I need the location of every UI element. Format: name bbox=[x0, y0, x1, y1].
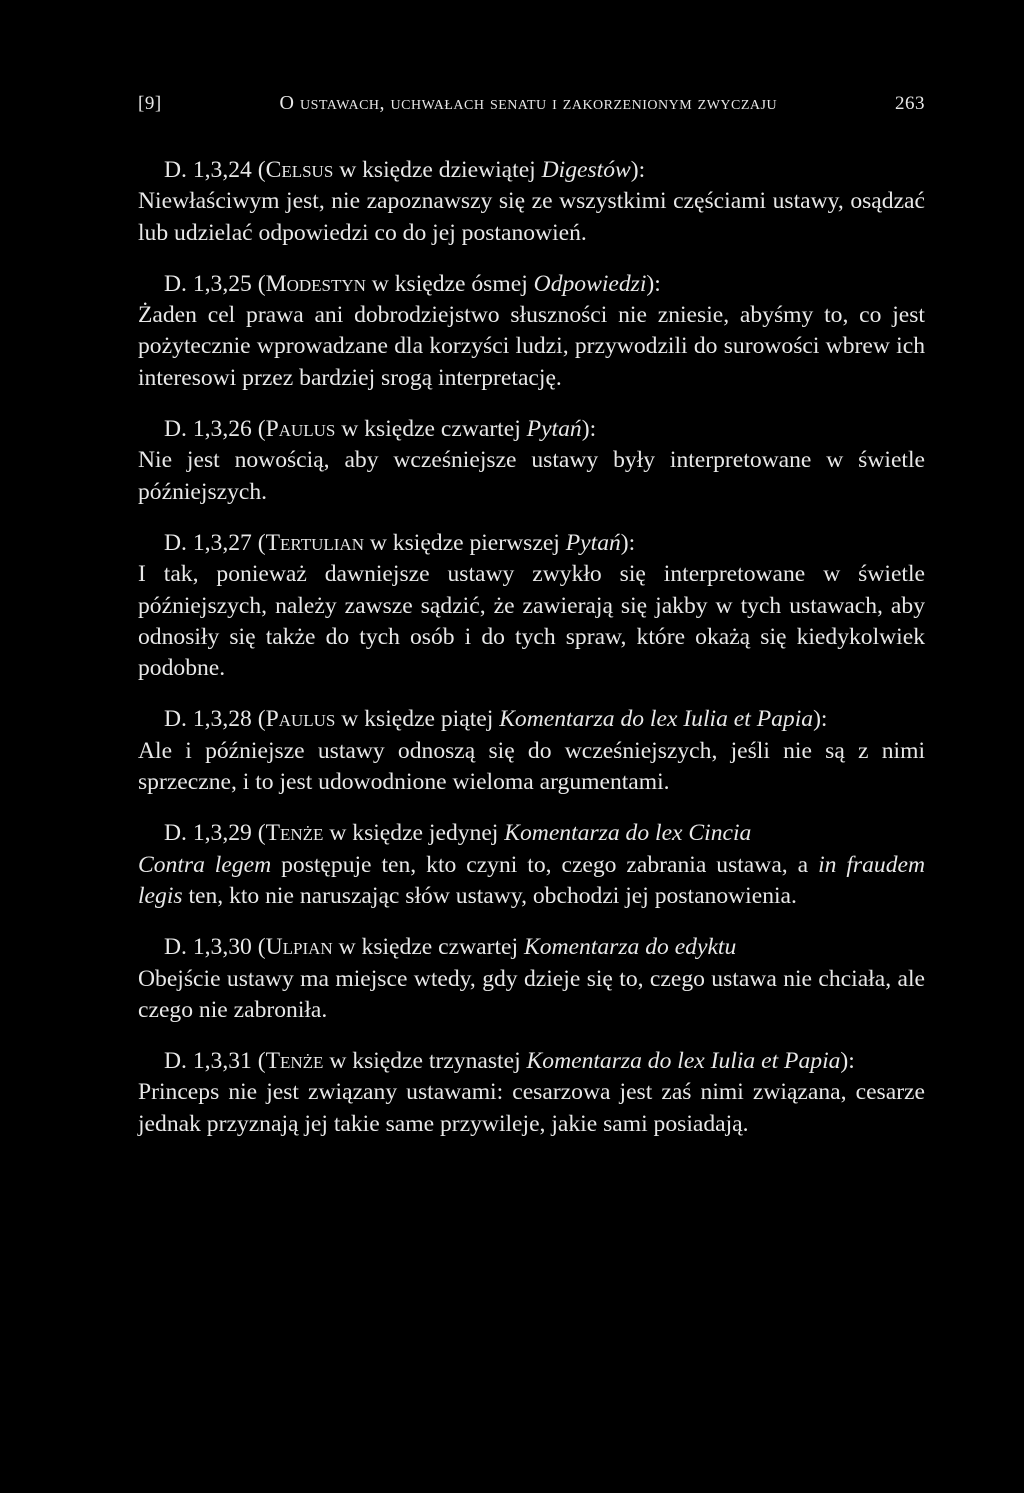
entry-text: Nie jest nowością, aby wcześniejsze ustawy były interpretowane w świetle późniejszych. bbox=[138, 447, 925, 505]
chapter-number: [9] bbox=[138, 93, 162, 114]
entry-author: Tertulian bbox=[265, 529, 364, 556]
entry-close: ): bbox=[581, 416, 597, 443]
entry-book: w księdze czwartej bbox=[332, 934, 524, 961]
entry-ref: D. 1,3,30 bbox=[164, 934, 252, 961]
entry-ref: D. 1,3,24 bbox=[164, 157, 252, 183]
digest-entry bbox=[138, 1046, 925, 1140]
entry-close: ): bbox=[620, 529, 636, 556]
entry-heading: D. 1,3,28 (Paulus w księdze piątej Komentarza do lex Iulia et Papia): bbox=[164, 706, 828, 733]
entry-text: Princeps nie jest związany ustawami: cesarzowa jest zaś nimi związana, cesarze jednak przyznają jej takie same przywileje, jakie sami posiadają. bbox=[138, 1079, 925, 1137]
entry-book: w księdze piątej bbox=[335, 706, 500, 733]
entry-author: Celsus bbox=[265, 157, 334, 183]
digest-entry bbox=[138, 818, 925, 912]
entry-heading: D. 1,3,30 (Ulpian w księdze czwartej Komentarza do edyktu bbox=[164, 934, 737, 961]
entry-text: Obejście ustawy ma miejsce wtedy, gdy dzieje się to, czego ustawa nie chciała, ale czego nie zabroniła. bbox=[138, 965, 925, 1023]
digest-entry bbox=[138, 528, 925, 684]
entry-work: Digestów bbox=[541, 157, 631, 183]
entry-ref: D. 1,3,27 bbox=[164, 529, 252, 556]
entry-close: ): bbox=[813, 706, 828, 733]
entries-list bbox=[138, 155, 925, 1160]
entry-author: Ulpian bbox=[265, 934, 333, 961]
entry-book: w księdze trzynastej bbox=[323, 1048, 527, 1075]
entry-book: w księdze jedynej bbox=[323, 820, 505, 847]
text-segment: postępuje ten, kto czyni to, czego zabrania ustawa, a bbox=[271, 851, 819, 878]
entry-book: w księdze dziewiątej bbox=[333, 157, 542, 183]
entry-work: Komentarza do lex Iulia et Papia bbox=[499, 706, 814, 733]
digest-entry bbox=[138, 704, 925, 798]
entry-close: ): bbox=[630, 157, 646, 183]
entry-heading: D. 1,3,26 (Paulus w księdze czwartej Pytań): bbox=[164, 416, 597, 443]
entry-author: Tenże bbox=[265, 1048, 324, 1075]
latin-phrase: in fraudem legis bbox=[138, 851, 925, 909]
entry-work: Komentarza do edyktu bbox=[523, 934, 737, 961]
entry-ref: D. 1,3,29 bbox=[164, 820, 252, 847]
entry-work: Komentarza do lex Cincia bbox=[504, 820, 752, 847]
running-title: O ustawach, uchwałach senatu i zakorzenionym zwyczaju bbox=[279, 92, 778, 114]
digest-entry bbox=[138, 269, 925, 394]
entry-close: ): bbox=[646, 270, 661, 297]
entry-heading: D. 1,3,31 (Tenże w księdze trzynastej Komentarza do lex Iulia et Papia): bbox=[164, 1048, 855, 1075]
entry-heading: D. 1,3,27 (Tertulian w księdze pierwszej Pytań): bbox=[164, 529, 636, 556]
entry-work: Pytań bbox=[526, 416, 582, 443]
entry-book: w księdze ósmej bbox=[365, 270, 534, 297]
entry-book: w księdze czwartej bbox=[335, 416, 527, 443]
digest-entry bbox=[138, 155, 925, 249]
digest-entry bbox=[138, 932, 925, 1026]
entry-text bbox=[138, 850, 925, 913]
page-number: 263 bbox=[894, 93, 925, 114]
entry-close: ): bbox=[840, 1048, 855, 1075]
entry-ref: D. 1,3,26 bbox=[164, 416, 252, 443]
running-header bbox=[138, 92, 925, 115]
entry-work: Pytań bbox=[565, 529, 621, 556]
entry-author: Paulus bbox=[265, 706, 336, 733]
latin-phrase: Contra legem bbox=[138, 851, 272, 878]
entry-author: Modestyn bbox=[265, 270, 366, 297]
entry-heading: D. 1,3,29 (Tenże w księdze jedynej Komentarza do lex Cincia bbox=[164, 820, 752, 847]
entry-author: Paulus bbox=[265, 416, 336, 443]
entry-work: Komentarza do lex Iulia et Papia bbox=[526, 1048, 841, 1075]
entry-ref: D. 1,3,31 bbox=[164, 1048, 252, 1075]
entry-text: I tak, ponieważ dawniejsze ustawy zwykło się interpretowane w świetle późniejszych, należy zawsze sądzić, że zawierają się jakby w tych ustawach, aby odnosiły się także do tych osób i do tych spraw, które okażą się kiedykolwiek podobne. bbox=[138, 561, 925, 682]
entry-text: Ale i późniejsze ustawy odnoszą się do wcześniejszych, jeśli nie są z nimi sprzeczne, i to jest udowodnione wieloma argumentami. bbox=[138, 737, 925, 796]
entry-ref: D. 1,3,25 bbox=[164, 270, 252, 297]
entry-text: Niewłaściwym jest, nie zapoznawszy się ze wszystkimi częściami ustawy, osądzać lub udzielać odpowiedzi co do jej postanowień. bbox=[138, 188, 925, 246]
entry-text: Żaden cel prawa ani dobrodziejstwo słuszności nie zniesie, abyśmy to, co jest pożytecznie wprowadzane dla korzyści ludzi, przywodzili do surowości wbrew ich interesowi przez bardziej srogą interpretację. bbox=[138, 302, 925, 391]
entry-heading: D. 1,3,25 (Modestyn w księdze ósmej Odpowiedzi): bbox=[164, 270, 661, 297]
text-segment: ten, kto nie naruszając słów ustawy, obchodzi jej postanowienia. bbox=[182, 882, 797, 909]
entry-ref: D. 1,3,28 bbox=[164, 706, 252, 733]
entry-author: Tenże bbox=[265, 820, 324, 847]
digest-entry bbox=[138, 414, 925, 508]
entry-book: w księdze pierwszej bbox=[363, 529, 566, 556]
entry-work: Odpowiedzi bbox=[533, 270, 647, 297]
entry-heading: D. 1,3,24 (Celsus w księdze dziewiątej Digestów): bbox=[164, 157, 646, 183]
